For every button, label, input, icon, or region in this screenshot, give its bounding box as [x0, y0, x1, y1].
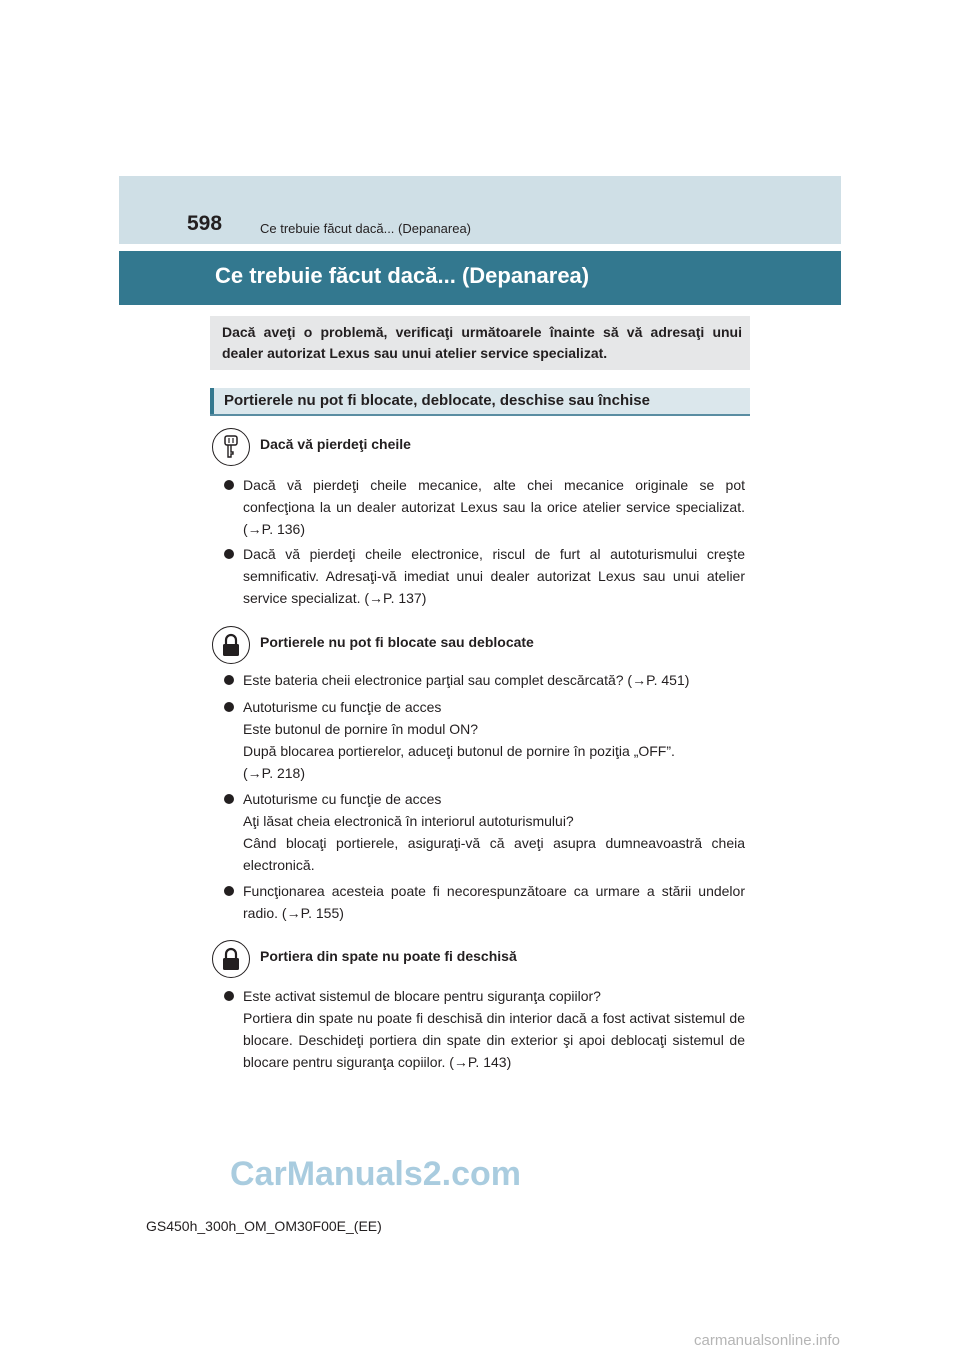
- padlock-icon: [212, 626, 250, 664]
- bullet-text: Când blocaţi portierele, asiguraţi-vă că aveţi asupra dumneavoastră cheia electronică.: [243, 835, 745, 873]
- footer-code: GS450h_300h_OM_OM30F00E_(EE): [146, 1218, 382, 1234]
- bullet-text: Este activat sistemul de blocare pentru siguranţa copiilor?: [243, 988, 601, 1004]
- intro-text: Dacă aveţi o problemă, verificaţi următoarele înainte să vă adresaţi unui dealer autorizat Lexus sau unui atelier service specializat.: [222, 324, 742, 361]
- list-item: [224, 788, 745, 876]
- list-item: [224, 696, 745, 784]
- bullet-dot: [224, 702, 234, 712]
- bullet-dot: [224, 675, 234, 685]
- bullet-text: După blocarea portierelor, aduceţi butonul de pornire în poziţia „OFF”.: [243, 743, 675, 759]
- subsection-title: Dacă vă pierdeţi cheile: [260, 436, 411, 452]
- key-icon: [212, 428, 250, 466]
- list-item: [224, 474, 745, 540]
- bullet-dot: [224, 991, 234, 1001]
- bullet-dot: [224, 886, 234, 896]
- subsection-title: Portiera din spate nu poate fi deschisă: [260, 948, 517, 964]
- bullet-dot: [224, 549, 234, 559]
- padlock-icon: [212, 940, 250, 978]
- running-title: Ce trebuie făcut dacă... (Depanarea): [260, 221, 472, 236]
- list-item: [224, 880, 745, 924]
- section-heading-accent: [210, 388, 214, 414]
- bullet-text: Autoturisme cu funcţie de acces: [243, 791, 442, 807]
- bullet-text: Este bateria cheii electronice parţial sau complet descărcată? (→P. 451): [243, 672, 690, 688]
- watermark-logo: CarManuals2.com: [230, 1155, 521, 1193]
- section-heading-text: Portierele nu pot fi blocate, deblocate, deschise sau închise: [224, 392, 650, 409]
- bullet-text: (→P. 218): [243, 765, 305, 781]
- page-number: 598: [187, 212, 223, 235]
- bullet-text: Portiera din spate nu poate fi deschisă din interior dacă a fost activat sistemul de blocare. Deschideţi portiera din spate din exterior şi apoi deblocaţi sistemul de blocare pentru siguranţa copiilor. (→P. 143): [243, 1010, 745, 1070]
- list-item: [224, 985, 745, 1073]
- section-heading: [210, 388, 750, 416]
- bullet-text: Aţi lăsat cheia electronică în interiorul autoturismului?: [243, 813, 574, 829]
- intro-box: [210, 316, 750, 370]
- running-header: [119, 176, 841, 244]
- bullet-text: Dacă vă pierdeţi cheile mecanice, alte chei mecanice originale se pot confecţiona la un dealer autorizat Lexus sau la orice atelier service specializat. (→P. 136): [243, 477, 745, 537]
- page-title: Ce trebuie făcut dacă... (Depanarea): [215, 263, 590, 288]
- bullet-text: Este butonul de pornire în modul ON?: [243, 721, 479, 737]
- watermark-url: carmanualsonline.info: [694, 1332, 840, 1349]
- bullet-text: Autoturisme cu funcţie de acces: [243, 699, 442, 715]
- list-item: [224, 543, 745, 609]
- bullet-dot: [224, 794, 234, 804]
- list-item: [224, 669, 745, 691]
- chapter-title-band: [119, 251, 841, 305]
- subsection-title: Portierele nu pot fi blocate sau deblocate: [260, 634, 534, 650]
- bullet-dot: [224, 480, 234, 490]
- bullet-text: Funcţionarea acesteia poate fi necorespunzătoare ca urmare a stării undelor radio. (→P. 155): [243, 883, 745, 921]
- bullet-text: Dacă vă pierdeţi cheile electronice, riscul de furt al autoturismului creşte semnificativ. Adresaţi-vă imediat unui dealer autorizat Lexus sau unui atelier service specializat. (→P. 137): [243, 546, 745, 606]
